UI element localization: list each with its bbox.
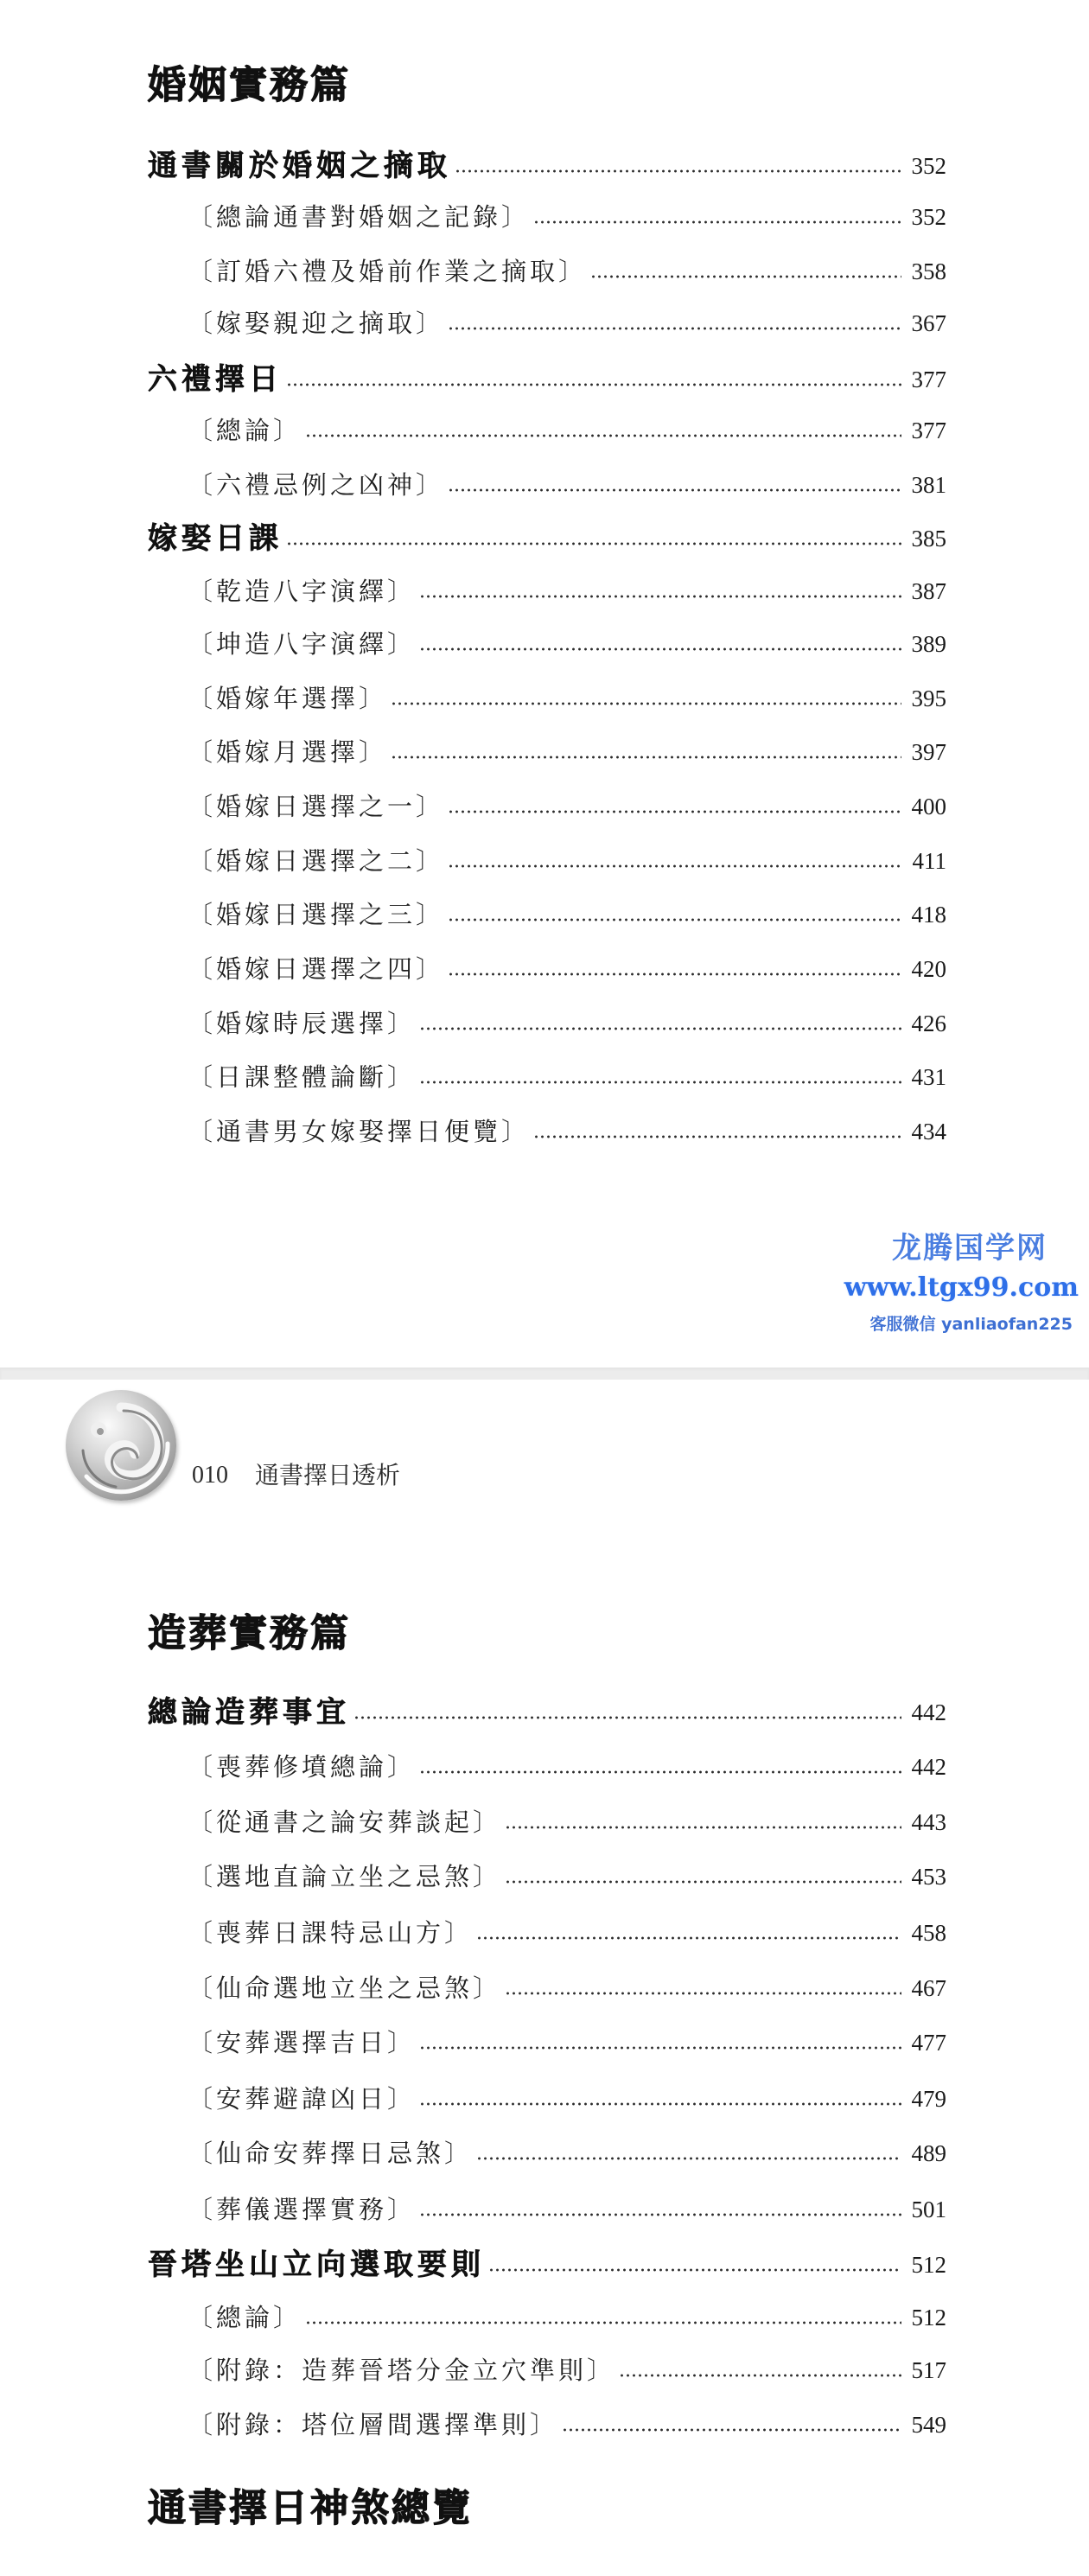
- toc-entry-title: 〔婚嫁月選擇〕: [188, 737, 388, 767]
- dot-leader: [476, 1935, 901, 1941]
- next-section-heading: 通書擇日神煞總覽: [148, 2486, 473, 2530]
- toc-subentry: [188, 896, 946, 934]
- toc-subentry: [188, 1004, 946, 1043]
- toc-page-number: 479: [911, 2085, 946, 2112]
- toc-page-number: 442: [911, 1699, 946, 1725]
- toc-entry-title: 〔嫁娶親迎之摘取〕: [188, 309, 445, 338]
- toc-subentry: [188, 1113, 946, 1151]
- toc-page-number: 411: [912, 847, 946, 874]
- toc-page-number: 377: [911, 417, 946, 443]
- toc-entry-title: 〔坤造八字演繹〕: [188, 629, 417, 659]
- toc-chapter-entry: [148, 520, 946, 558]
- toc-entry-title: 〔婚嫁日選擇之四〕: [188, 954, 445, 984]
- toc-entry-title: 〔葬儀選擇實務〕: [188, 2195, 417, 2224]
- page-separator: [0, 1368, 1089, 1380]
- toc-chapter-entry: [148, 147, 946, 185]
- toc-subentry: [188, 2024, 946, 2062]
- dot-leader: [505, 1825, 901, 1830]
- toc-entry-title: 六禮擇日: [148, 362, 283, 397]
- dot-leader: [533, 1134, 901, 1139]
- toc-page-number: 387: [911, 577, 946, 604]
- toc-page-number: 400: [911, 793, 946, 819]
- toc-subentry: [188, 2299, 946, 2337]
- toc-subentry: [188, 466, 946, 504]
- toc-subentry: [188, 679, 946, 717]
- toc-page-number: 512: [911, 2304, 946, 2331]
- dot-leader: [419, 594, 901, 599]
- book-page-bottom: [0, 1380, 1089, 2576]
- toc-subentry: [188, 1748, 946, 1786]
- toc-entry-title: 〔訂婚六禮及婚前作業之摘取〕: [188, 257, 588, 286]
- dot-leader: [448, 488, 901, 493]
- toc-subentry: [188, 572, 946, 610]
- toc-page-number: 358: [911, 258, 946, 284]
- toc-entry-title: 〔附錄：造葬晉塔分金立穴準則〕: [188, 2356, 616, 2385]
- dot-leader: [488, 2267, 901, 2273]
- toc-entry-title: 〔婚嫁時辰選擇〕: [188, 1009, 417, 1038]
- toc-entry-title: 〔婚嫁日選擇之二〕: [188, 846, 445, 876]
- dot-leader: [448, 326, 901, 331]
- toc-entry-title: 嫁娶日課: [148, 521, 283, 556]
- toc-page-number: 517: [911, 2356, 946, 2383]
- toc-subentry: [188, 1058, 946, 1096]
- dot-leader: [286, 382, 901, 387]
- toc-page-number: 381: [911, 471, 946, 498]
- toc-entry-title: 〔日課整體論斷〕: [188, 1062, 417, 1092]
- toc-entry-title: 〔選地直論立坐之忌煞〕: [188, 1862, 502, 1891]
- dot-leader: [419, 1080, 901, 1085]
- toc-chapter-entry: [148, 1693, 946, 1731]
- toc-entry-title: 〔婚嫁日選擇之一〕: [188, 792, 445, 821]
- toc-page-number: 352: [911, 203, 946, 230]
- toc-subentry: [188, 1969, 946, 2007]
- dot-leader: [419, 1026, 901, 1031]
- toc-entry-title: 〔喪葬日課特忌山方〕: [188, 1918, 474, 1948]
- dot-leader: [476, 2156, 901, 2161]
- toc-entry-title: 〔仙命安葬擇日忌煞〕: [188, 2139, 474, 2168]
- dot-leader: [448, 972, 901, 977]
- dot-leader: [619, 2373, 901, 2378]
- toc-entry-title: 〔六禮忌例之凶神〕: [188, 470, 445, 500]
- dot-leader: [448, 809, 901, 814]
- dot-leader: [286, 541, 901, 546]
- running-header-book-title: 通書擇日透析: [255, 1461, 401, 1489]
- dot-leader: [448, 864, 901, 869]
- toc-entry-title: 〔附錄：塔位層間選擇準則〕: [188, 2410, 559, 2439]
- toc-page-number: 467: [911, 1974, 946, 2001]
- toc-entry-title: 〔從通書之論安葬談起〕: [188, 1808, 502, 1837]
- dot-leader: [353, 1715, 901, 1720]
- dot-leader: [305, 2320, 901, 2325]
- toc-subentry: [188, 2134, 946, 2172]
- toc-page-number: 458: [911, 1919, 946, 1946]
- toc-subentry: [188, 950, 946, 988]
- toc-subentry: [188, 2080, 946, 2118]
- toc-page-number: 549: [911, 2411, 946, 2438]
- toc-page-number: 442: [911, 1753, 946, 1780]
- toc-entry-title: 通書關於婚姻之摘取: [148, 149, 451, 183]
- toc-page-number: 477: [911, 2029, 946, 2056]
- toc-entry-title: 〔通書男女嫁娶擇日便覽〕: [188, 1117, 531, 1146]
- toc-entry-title: 〔仙命選地立坐之忌煞〕: [188, 1973, 502, 2003]
- dot-leader: [391, 755, 901, 760]
- toc-page-number: 385: [911, 525, 946, 552]
- dot-leader: [455, 169, 901, 174]
- toc-entry-title: 〔安葬選擇吉日〕: [188, 2028, 417, 2057]
- toc-page-number: 418: [911, 901, 946, 928]
- toc-subentry: [188, 2190, 946, 2228]
- dot-leader: [419, 2212, 901, 2217]
- toc-entry-title: 〔總論〕: [188, 416, 302, 445]
- toc-page-number: 512: [911, 2251, 946, 2278]
- dot-leader: [305, 433, 901, 438]
- toc-subentry: [188, 304, 946, 342]
- toc-page-number: 443: [911, 1808, 946, 1835]
- toc-entry-title: 〔婚嫁日選擇之三〕: [188, 900, 445, 929]
- toc-page-number: 397: [911, 738, 946, 765]
- toc-subentry: [188, 198, 946, 236]
- section-heading: 婚姻實務篇: [148, 63, 351, 107]
- dot-leader: [505, 1879, 901, 1884]
- toc-subentry: [188, 787, 946, 826]
- toc-entry-title: 〔喪葬修墳總論〕: [188, 1752, 417, 1782]
- watermark-url: www.ltgx99.com: [844, 1272, 1079, 1303]
- dot-leader: [533, 220, 901, 225]
- toc-subentry: [188, 252, 946, 290]
- dot-leader: [590, 274, 901, 279]
- toc-page-number: 377: [911, 366, 946, 392]
- toc-page-number: 434: [911, 1118, 946, 1145]
- watermark-contact: 客服微信 yanliaofan225: [869, 1315, 1073, 1334]
- toc-page-number: 389: [911, 630, 946, 657]
- toc-subentry: [188, 2406, 946, 2444]
- toc-page-number: 420: [911, 955, 946, 982]
- dot-leader: [419, 2045, 901, 2050]
- running-header-page-number: 010: [192, 1462, 228, 1489]
- book-emblem-icon: [66, 1390, 176, 1501]
- toc-entry-title: 〔總論通書對婚姻之記錄〕: [188, 202, 531, 232]
- toc-page-number: 501: [911, 2196, 946, 2222]
- toc-chapter-entry: [148, 2246, 946, 2284]
- toc-page-number: 489: [911, 2139, 946, 2166]
- section-heading: 造葬實務篇: [148, 1611, 351, 1655]
- dot-leader: [448, 917, 901, 922]
- toc-subentry: [188, 842, 946, 880]
- toc-page-number: 426: [911, 1010, 946, 1036]
- dot-leader: [419, 1769, 901, 1775]
- toc-page-number: 453: [911, 1863, 946, 1890]
- toc-page-number: 395: [911, 685, 946, 711]
- dot-leader: [391, 701, 901, 706]
- toc-subentry: [188, 1914, 946, 1952]
- toc-page-number: 352: [911, 152, 946, 179]
- toc-entry-title: 〔總論〕: [188, 2303, 302, 2332]
- dot-leader: [562, 2427, 901, 2433]
- toc-entry-title: 〔乾造八字演繹〕: [188, 577, 417, 606]
- toc-entry-title: 〔安葬避諱凶日〕: [188, 2084, 417, 2114]
- dot-leader: [419, 647, 901, 652]
- dot-leader: [419, 2101, 901, 2107]
- toc-subentry: [188, 1858, 946, 1896]
- watermark-site-name: 龙腾国学网: [892, 1231, 1048, 1266]
- toc-subentry: [188, 733, 946, 771]
- toc-entry-title: 〔婚嫁年選擇〕: [188, 684, 388, 713]
- toc-subentry: [188, 1803, 946, 1841]
- toc-page-number: 367: [911, 309, 946, 336]
- toc-chapter-entry: [148, 360, 946, 399]
- toc-entry-title: 晉塔坐山立向選取要則: [148, 2248, 485, 2282]
- dot-leader: [505, 1991, 901, 1996]
- toc-subentry: [188, 2351, 946, 2389]
- toc-subentry: [188, 411, 946, 450]
- toc-entry-title: 總論造葬事宜: [148, 1695, 350, 1730]
- toc-subentry: [188, 625, 946, 663]
- toc-page-number: 431: [911, 1063, 946, 1090]
